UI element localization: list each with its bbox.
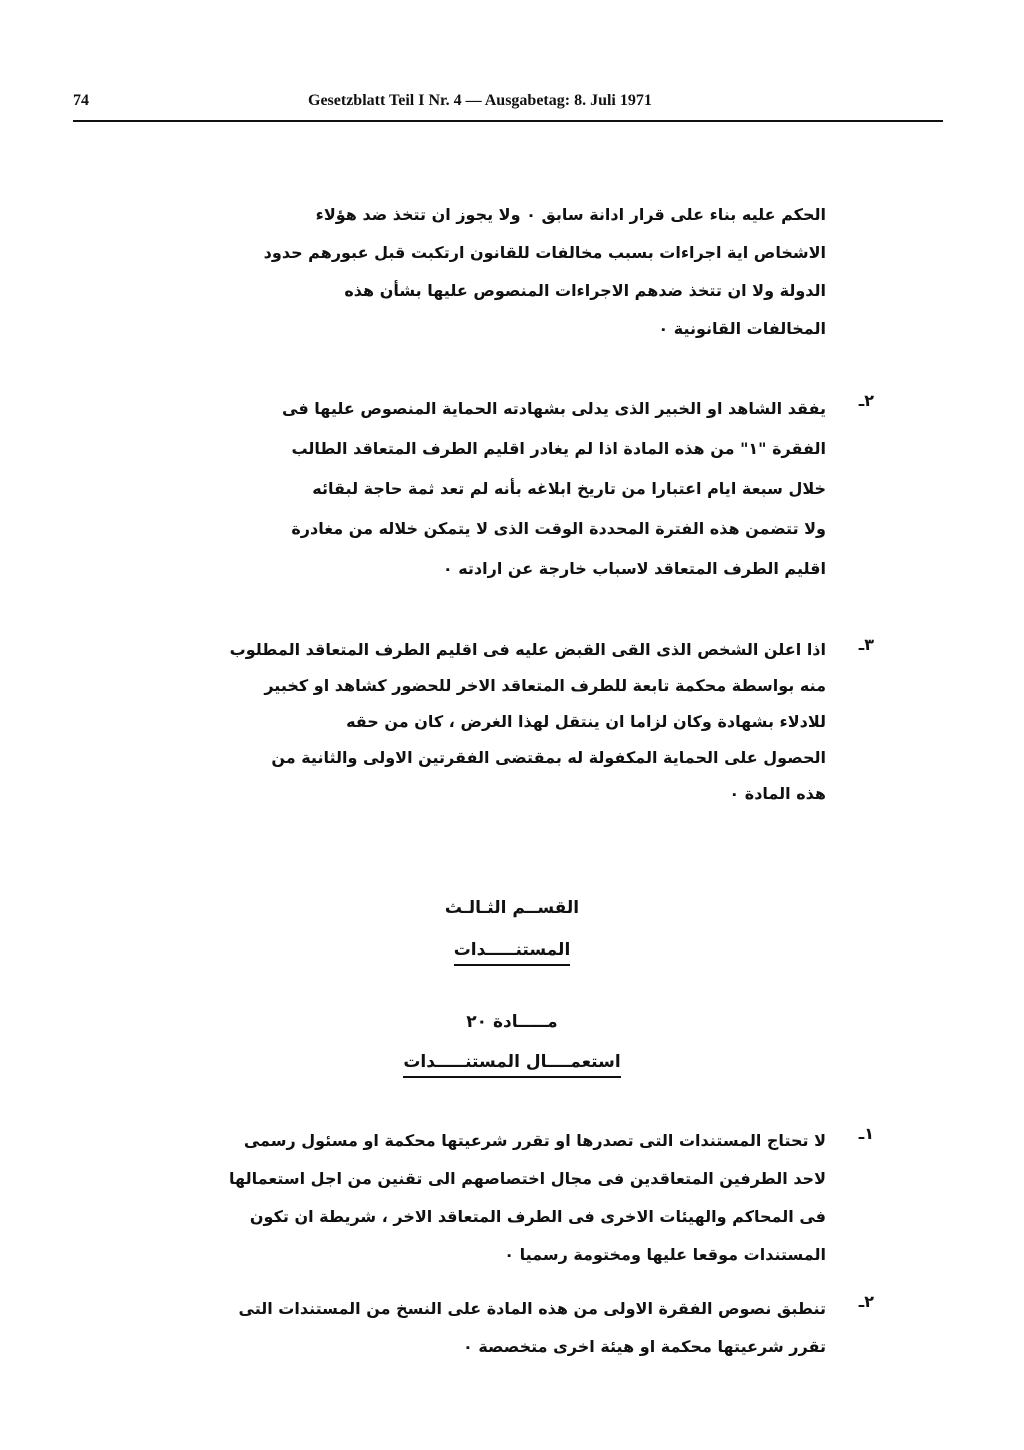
- item-2-paragraph: [186, 389, 826, 589]
- paragraph-line: تنطبق نصوص الفقرة الاولى من هذه المادة على النسخ من المستندات التى: [238, 1299, 826, 1318]
- paragraph-line: اذا اعلن الشخص الذى القى القبض عليه فى اقليم الطرف المتعاقد المطلوب: [229, 640, 826, 659]
- page-header: [73, 92, 943, 120]
- item-3-number: ٣ـ: [858, 635, 874, 654]
- gazette-title: Gesetzblatt Teil I Nr. 4 — Ausgabetag: 8. Juli 1971: [308, 92, 652, 109]
- item-3-paragraph: [186, 632, 826, 812]
- article-item-2-paragraph: [166, 1290, 826, 1366]
- paragraph-line: الحكم عليه بناء على قرار ادانة سابق ٠ ولا يجوز ان تتخذ ضد هؤلاء: [315, 205, 826, 224]
- part-title-heading: [0, 940, 1024, 966]
- part-label: القســم الثـالـث: [444, 898, 580, 918]
- header-rule: [73, 120, 943, 122]
- paragraph-line: اقليم الطرف المتعاقد لاسباب خارجة عن ارادته ٠: [442, 559, 826, 578]
- paragraph-line: خلال سبعة ايام اعتبارا من تاريخ ابلاغه بأنه لم تعد ثمة حاجة لبقائه: [312, 479, 826, 498]
- item-2-number: ٢ـ: [858, 391, 874, 410]
- paragraph-line: المخالفات القانونية ٠: [658, 319, 826, 338]
- paragraph-line: الحصول على الحماية المكفولة له بمقتضى الفقرتين الاولى والثانية من: [271, 748, 826, 767]
- paragraph-line: فى المحاكم والهيئات الاخرى فى الطرف المتعاقد الاخر ، شريطة ان تكون: [249, 1207, 826, 1226]
- paragraph-line: منه بواسطة محكمة تابعة للطرف المتعاقد الاخر للحضور كشاهد او كخبير: [264, 676, 826, 695]
- paragraph-line: الاشخاص اية اجراءات بسبب مخالفات للقانون ارتكبت قبل عبورهم حدود: [263, 243, 826, 262]
- paragraph-line: لا تحتاج المستندات التى تصدرها او تقرر شرعيتها محكمة او مسئول رسمى: [243, 1131, 826, 1150]
- article-item-2-number: ٢ـ: [858, 1292, 874, 1311]
- intro-paragraph: [186, 196, 826, 348]
- paragraph-line: تقرر شرعيتها محكمة او هيئة اخرى متخصصة ٠: [463, 1337, 826, 1356]
- paragraph-line: لاحد الطرفين المتعاقدين فى مجال اختصاصهم الى تقنين من اجل استعمالها: [229, 1169, 826, 1188]
- paragraph-line: يفقد الشاهد او الخبير الذى يدلى بشهادته الحماية المنصوص عليها فى: [282, 399, 826, 418]
- paragraph-line: المستندات موقعا عليها ومختومة رسميا ٠: [504, 1245, 826, 1264]
- article-title: استعمــــال المستنـــــدات: [403, 1052, 620, 1078]
- paragraph-line: للادلاء بشهادة وكان لزاما ان ينتقل لهذا الغرض ، كان من حقه: [346, 712, 826, 731]
- article-heading: [0, 1012, 1024, 1032]
- article-label: مـــــادة ٢٠: [466, 1012, 558, 1032]
- paragraph-line: الدولة ولا ان تتخذ ضدهم الاجراءات المنصوص عليها بشأن هذه: [344, 281, 826, 300]
- article-item-1-paragraph: [166, 1122, 826, 1274]
- article-title-heading: [0, 1052, 1024, 1078]
- part-heading: [0, 898, 1024, 918]
- paragraph-line: الفقرة "١" من هذه المادة اذا لم يغادر اقليم الطرف المتعاقد الطالب: [291, 439, 826, 458]
- article-item-1-number: ١ـ: [858, 1124, 874, 1143]
- part-title: المستنـــــدات: [454, 940, 571, 966]
- page-number: 74: [73, 92, 89, 109]
- paragraph-line: ولا تتضمن هذه الفترة المحددة الوقت الذى لا يتمكن خلاله من مغادرة: [291, 519, 826, 538]
- paragraph-line: هذه المادة ٠: [729, 784, 826, 803]
